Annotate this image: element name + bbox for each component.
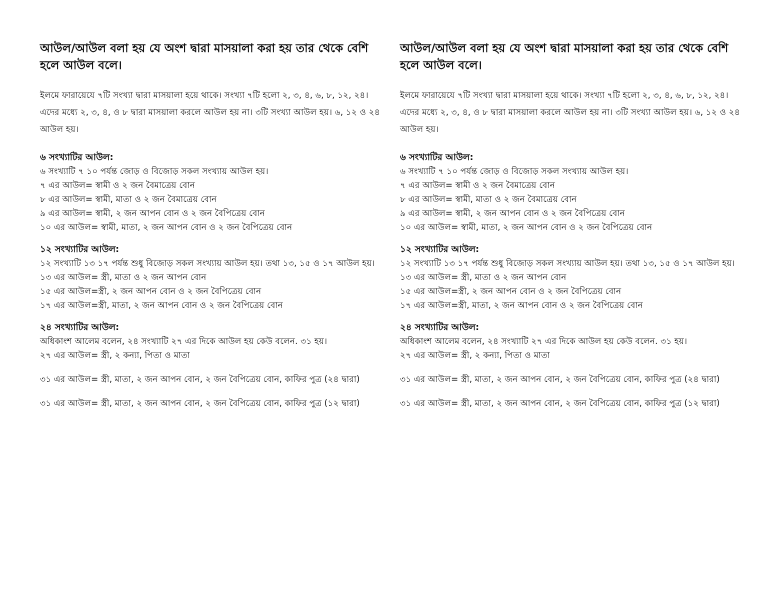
section-heading: ২৪ সংখ্যাটির আউল: (40, 323, 120, 333)
text-line: ৩১ এর আউল= স্ত্রী, মাতা, ২ জন আপন বোন, ২ জন বৈপিত্রেয় বোন, কাফির পুত্র (২৪ দ্বারা) (40, 375, 360, 385)
text-line: ১২ সংখ্যাটি ১৩ ১৭ পর্যন্ত শুধু বিজোড় সকল সংখ্যায় আউল হয়। তথা ১৩, ১৫ ও ১৭ আউল হয়। (40, 259, 375, 269)
sections (400, 151, 740, 411)
text-line: অধিকাংশ আলেম বলেন, ২৪ সংখ্যাটি ২৭ এর দিকে আউল হয় কেউ বলেন. ৩১ হয়। (400, 337, 688, 347)
text-line: ৩১ এর আউল= স্ত্রী, মাতা, ২ জন আপন বোন, ২ জন বৈপিত্রেয় বোন, কাফির পুত্র (১২ দ্বারা) (400, 399, 720, 409)
intro-paragraph: ইলমে ফারায়েযে ৭টি সংখ্যা দ্বারা মাসয়ালা হয়ে থাকে। সংখ্যা ৭টি হলো ২, ৩, ৪, ৬, ৮, ১২, ২৪। এদের মধ্যে ২, ৩, ৪, ও ৮ দ্বারা মাসয়ালা করলে আউল হয় না। ৩টি সংখ্যা আউল হয়। ৬, ১২ ও ২৪ আউল হয়। (40, 91, 380, 135)
text-line: ২৭ এর আউল= স্ত্রী, ২ কন্যা, পিতা ও মাতা (40, 351, 190, 361)
spacer (400, 363, 740, 373)
section-heading: ২৪ সংখ্যাটির আউল: (400, 323, 480, 333)
section-block (400, 321, 740, 411)
section-heading: ১২ সংখ্যাটির আউল: (40, 245, 120, 255)
text-line: ২৭ এর আউল= স্ত্রী, ২ কন্যা, পিতা ও মাতা (400, 351, 550, 361)
spacer (40, 387, 380, 397)
section-heading: ৬ সংখ্যাটির আউল: (400, 153, 474, 163)
text-line: ৬ সংখ্যাটি ৭ ১০ পর্যন্ত জোড় ও বিজোড় সকল সংখ্যায় আউল হয়। (400, 167, 629, 177)
text-line: ৮ এর আউল= স্বামী, মাতা ও ২ জন বৈমাত্রেয় বোন (40, 195, 217, 205)
sections (40, 151, 380, 411)
text-line: ১৭ এর আউল=স্ত্রী, মাতা, ২ জন আপন বোন ও ২ জন বৈপিত্রেয় বোন (40, 301, 283, 311)
text-line: ১০ এর আউল= স্বামী, মাতা, ২ জন আপন বোন ও ২ জন বৈপিত্রেয় বোন (40, 223, 293, 233)
spacer (40, 363, 380, 373)
section-block (400, 243, 740, 313)
text-line: ৩১ এর আউল= স্ত্রী, মাতা, ২ জন আপন বোন, ২ জন বৈপিত্রেয় বোন, কাফির পুত্র (২৪ দ্বারা) (400, 375, 720, 385)
text-line: ৩১ এর আউল= স্ত্রী, মাতা, ২ জন আপন বোন, ২ জন বৈপিত্রেয় বোন, কাফির পুত্র (১২ দ্বারা) (40, 399, 360, 409)
text-line: ১৭ এর আউল=স্ত্রী, মাতা, ২ জন আপন বোন ও ২ জন বৈপিত্রেয় বোন (400, 301, 643, 311)
text-line: ৭ এর আউল= স্বামী ও ২ জন বৈমাত্রেয় বোন (40, 181, 195, 191)
intro-paragraph: ইলমে ফারায়েযে ৭টি সংখ্যা দ্বারা মাসয়ালা হয়ে থাকে। সংখ্যা ৭টি হলো ২, ৩, ৪, ৬, ৮, ১২, ২৪। এদের মধ্যে ২, ৩, ৪, ও ৮ দ্বারা মাসয়ালা করলে আউল হয় না। ৩টি সংখ্যা আউল হয়। ৬, ১২ ও ২৪ আউল হয়। (400, 91, 740, 135)
text-line: ১৩ এর আউল= স্ত্রী, মাতা ও ২ জন আপন বোন (400, 273, 567, 283)
text-line: ১৫ এর আউল=স্ত্রী, ২ জন আপন বোন ও ২ জন বৈপিত্রেয় বোন (40, 287, 262, 297)
section-block (40, 321, 380, 411)
section-block (40, 151, 380, 235)
section-heading: ১২ সংখ্যাটির আউল: (400, 245, 480, 255)
text-line: ১২ সংখ্যাটি ১৩ ১৭ পর্যন্ত শুধু বিজোড় সকল সংখ্যায় আউল হয়। তথা ১৩, ১৫ ও ১৭ আউল হয়। (400, 259, 735, 269)
document-title: আউল/আউল বলা হয় যে অংশ দ্বারা মাসয়ালা করা হয় তার থেকে বেশি হলে আউল বলে। (40, 41, 369, 72)
spacer (400, 387, 740, 397)
text-line: ৭ এর আউল= স্বামী ও ২ জন বৈমাত্রেয় বোন (400, 181, 555, 191)
text-line: ১৩ এর আউল= স্ত্রী, মাতা ও ২ জন আপন বোন (40, 273, 207, 283)
text-line: ১০ এর আউল= স্বামী, মাতা, ২ জন আপন বোন ও ২ জন বৈপিত্রেয় বোন (400, 223, 653, 233)
column-right (400, 40, 740, 419)
text-line: ৮ এর আউল= স্বামী, মাতা ও ২ জন বৈমাত্রেয় বোন (400, 195, 577, 205)
text-line: ৬ সংখ্যাটি ৭ ১০ পর্যন্ত জোড় ও বিজোড় সকল সংখ্যায় আউল হয়। (40, 167, 269, 177)
column-left (40, 40, 380, 419)
document-title: আউল/আউল বলা হয় যে অংশ দ্বারা মাসয়ালা করা হয় তার থেকে বেশি হলে আউল বলে। (400, 41, 729, 72)
section-heading: ৬ সংখ্যাটির আউল: (40, 153, 114, 163)
text-line: অধিকাংশ আলেম বলেন, ২৪ সংখ্যাটি ২৭ এর দিকে আউল হয় কেউ বলেন. ৩১ হয়। (40, 337, 328, 347)
text-line: ৯ এর আউল= স্বামী, ২ জন আপন বোন ও ২ জন বৈপিত্রেয় বোন (400, 209, 625, 219)
text-line: ১৫ এর আউল=স্ত্রী, ২ জন আপন বোন ও ২ জন বৈপিত্রেয় বোন (400, 287, 622, 297)
text-line: ৯ এর আউল= স্বামী, ২ জন আপন বোন ও ২ জন বৈপিত্রেয় বোন (40, 209, 265, 219)
section-block (400, 151, 740, 235)
section-block (40, 243, 380, 313)
